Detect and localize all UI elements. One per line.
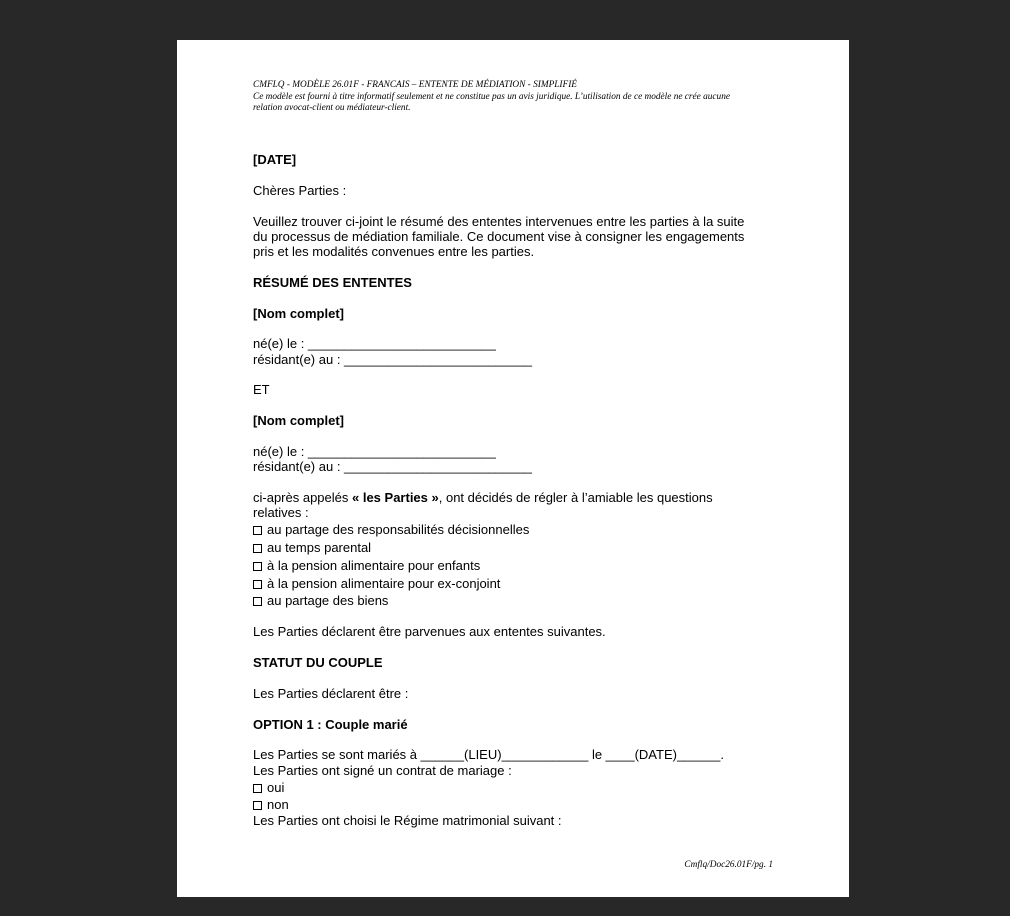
checkbox[interactable]	[253, 526, 262, 535]
intro-line3: pris et les modalités convenues entre les parties.	[253, 244, 535, 259]
date-placeholder: [DATE]	[253, 152, 297, 167]
hereafter-suffix: , ont décidés de régler à l’amiable les questions	[438, 490, 713, 505]
married-line: Les Parties se sont mariés à ______(LIEU)____________ le ____(DATE)______.	[253, 747, 724, 762]
checklist-label: au temps parental	[267, 540, 372, 555]
checkbox[interactable]	[253, 801, 262, 810]
party2-residence-field: résidant(e) au : __________________________	[253, 459, 533, 474]
party2-born-field: né(e) le : __________________________	[253, 444, 496, 459]
declare-status: Les Parties déclarent être :	[253, 686, 409, 701]
checklist-label: à la pension alimentaire pour ex-conjoint	[267, 576, 501, 591]
checkbox[interactable]	[253, 784, 262, 793]
header-disclaimer-line1: Ce modèle est fourni à titre informatif seulement et ne constitue pas un avis juridique. L’utilisation de ce modèle ne crée aucune	[253, 91, 730, 102]
party1-born-field: né(e) le : __________________________	[253, 336, 496, 351]
contract-line: Les Parties ont signé un contrat de mariage :	[253, 763, 512, 778]
checklist-label: à la pension alimentaire pour enfants	[267, 558, 481, 573]
checkbox[interactable]	[253, 544, 262, 553]
contract-option-yes[interactable]	[253, 780, 284, 795]
intro-line1: Veuillez trouver ci-joint le résumé des ententes intervenues entre les parties à la suite	[253, 214, 745, 229]
checklist-item[interactable]	[253, 593, 388, 608]
header-title: CMFLQ - MODÈLE 26.01F - FRANCAIS – ENTENTE DE MÉDIATION - SIMPLIFIÉ	[253, 80, 577, 90]
document-page	[177, 40, 849, 897]
and-label: ET	[253, 382, 270, 397]
checklist-label: au partage des responsabilités décisionnelles	[267, 522, 530, 537]
header-disclaimer-line2: relation avocat-client ou médiateur-client.	[253, 103, 411, 113]
checkbox[interactable]	[253, 580, 262, 589]
hereafter-parties-term: « les Parties »	[352, 490, 439, 505]
checklist-item[interactable]	[253, 576, 500, 591]
checkbox[interactable]	[253, 597, 262, 606]
contract-option-label: oui	[267, 780, 285, 795]
checklist-item[interactable]	[253, 558, 480, 573]
salutation: Chères Parties :	[253, 183, 347, 198]
declare-agreements: Les Parties déclarent être parvenues aux ententes suivantes.	[253, 624, 606, 639]
hereafter-line1	[253, 490, 713, 505]
contract-option-no[interactable]	[253, 797, 289, 812]
party1-residence-field: résidant(e) au : __________________________	[253, 352, 533, 367]
checklist-item[interactable]	[253, 540, 371, 555]
regime-line: Les Parties ont choisi le Régime matrimonial suivant :	[253, 813, 562, 828]
status-heading: STATUT DU COUPLE	[253, 655, 383, 670]
page-footer: Cmflq/Doc26.01F/pg. 1	[684, 860, 773, 870]
party2-name: [Nom complet]	[253, 413, 344, 428]
summary-heading: RÉSUMÉ DES ENTENTES	[253, 275, 412, 290]
checkbox[interactable]	[253, 562, 262, 571]
party1-name: [Nom complet]	[253, 306, 344, 321]
checklist-label: au partage des biens	[267, 593, 389, 608]
checklist-item[interactable]	[253, 522, 529, 537]
contract-option-label: non	[267, 797, 289, 812]
intro-line2: du processus de médiation familiale. Ce document vise à consigner les engagements	[253, 229, 745, 244]
hereafter-line2: relatives :	[253, 505, 309, 520]
hereafter-prefix: ci-après appelés	[253, 490, 352, 505]
option1-heading: OPTION 1 : Couple marié	[253, 717, 408, 732]
